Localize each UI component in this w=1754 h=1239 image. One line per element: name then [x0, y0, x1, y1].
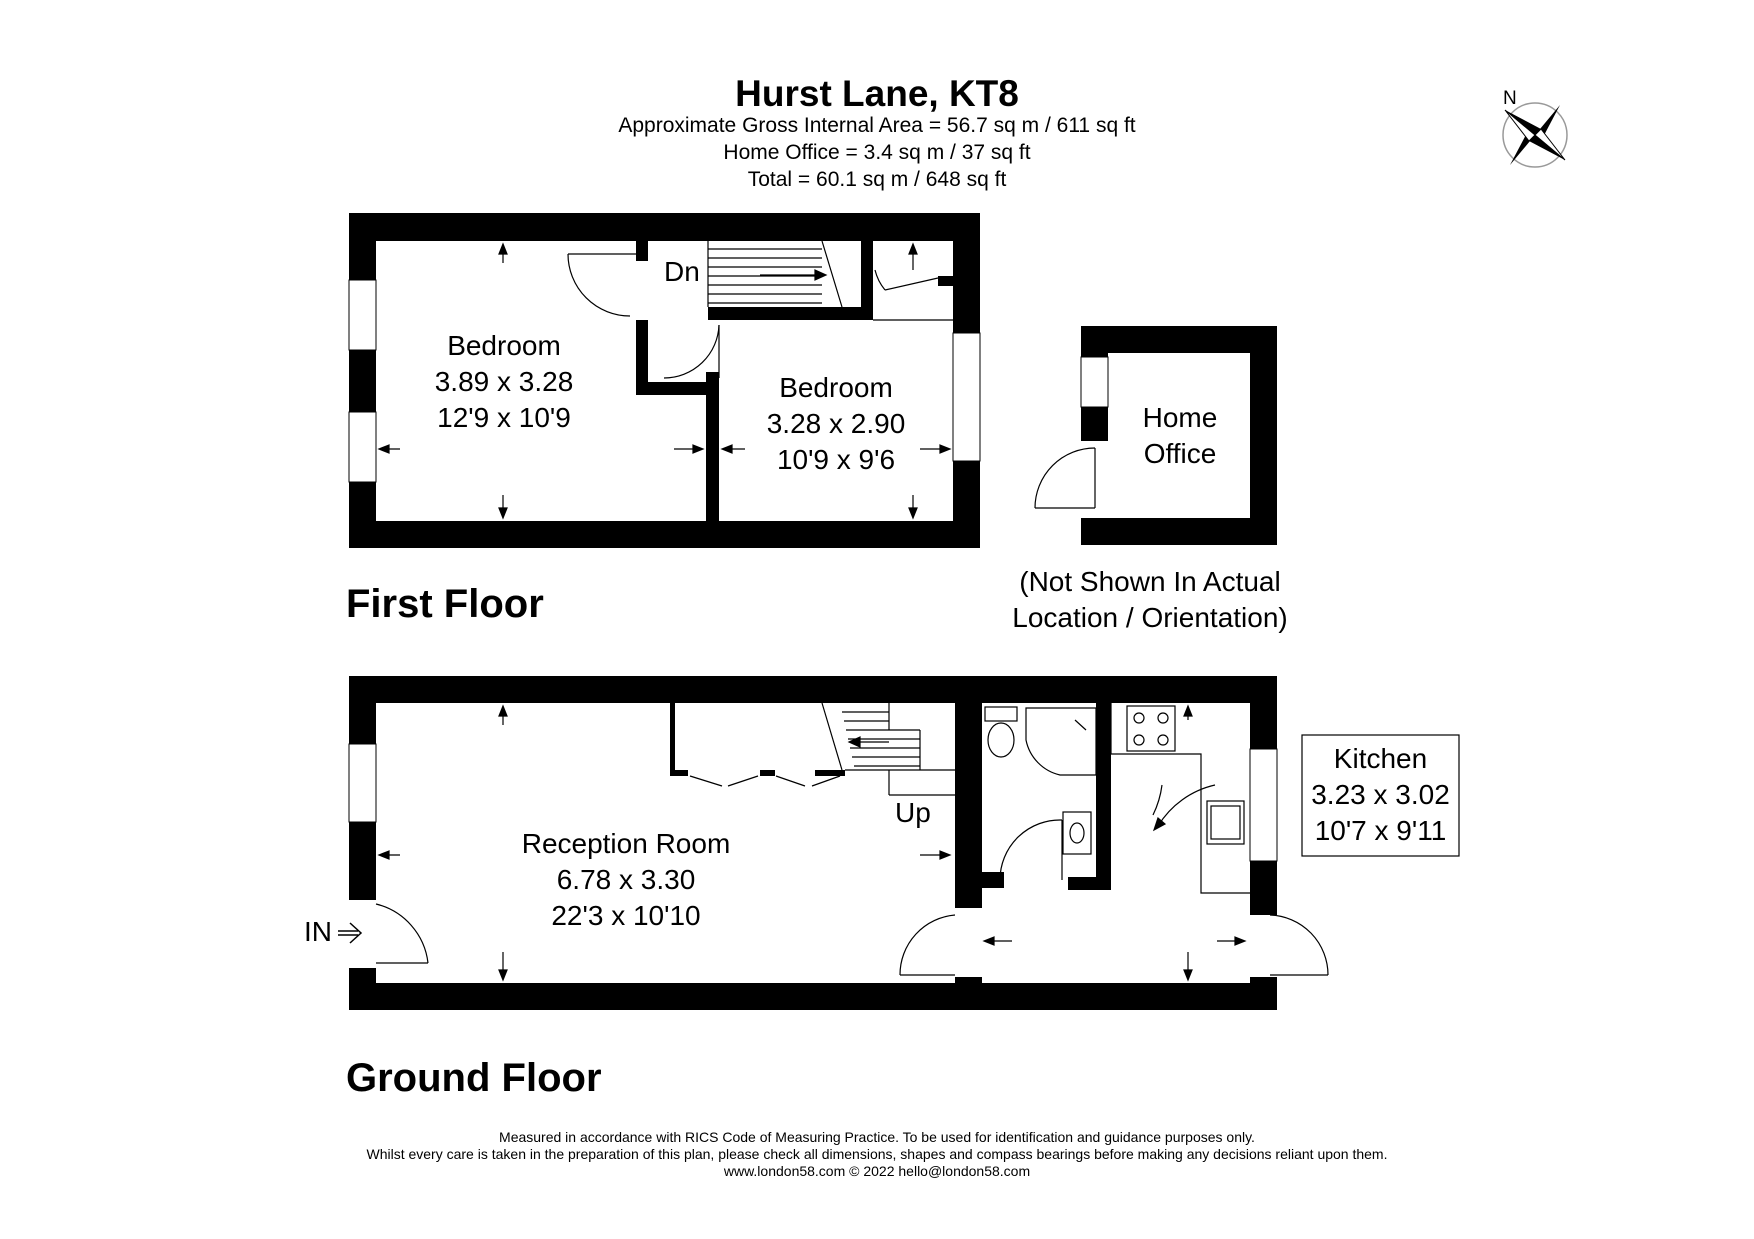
- bedroom2-metric: 3.28 x 2.90: [766, 408, 906, 439]
- kitchen-label: [1302, 741, 1459, 849]
- home-office-area-text: Home Office = 3.4 sq m / 37 sq ft: [723, 141, 1031, 164]
- footer-contact: www.london58.com © 2022 hello@london58.com: [723, 1163, 1031, 1179]
- cupboard-doors: [690, 776, 840, 786]
- ground-floor-stairs: [822, 703, 955, 795]
- bedroom2-name: Bedroom: [779, 372, 893, 403]
- kitchen-name: Kitchen: [1333, 743, 1428, 774]
- compass-north-label: N: [1503, 88, 1517, 109]
- bedroom1-name: Bedroom: [447, 330, 561, 361]
- first-floor-label: First Floor: [346, 582, 544, 626]
- kitchen-metric: 3.23 x 3.02: [1311, 779, 1450, 810]
- reception-room-label: [476, 826, 776, 934]
- entrance-label: IN: [304, 916, 332, 947]
- home-office-note-line2: Location / Orientation): [1012, 602, 1288, 633]
- compass-icon: [1503, 103, 1567, 167]
- home-office-note-line1: (Not Shown In Actual: [1019, 566, 1281, 597]
- bedroom2-label: [736, 370, 936, 478]
- plan-title: Hurst Lane, KT8: [735, 73, 1019, 114]
- gross-area-text: Approximate Gross Internal Area = 56.7 sq m / 611 sq ft: [618, 114, 1136, 137]
- home-office-name-line1: Home: [1142, 402, 1218, 433]
- home-office-label: [1110, 400, 1250, 472]
- reception-room-metric: 6.78 x 3.30: [556, 864, 696, 895]
- bathroom-fixtures: [985, 707, 1096, 854]
- total-area-text: Total = 60.1 sq m / 648 sq ft: [747, 168, 1007, 191]
- ground-floor-label: Ground Floor: [346, 1056, 602, 1100]
- home-office-name-line2: Office: [1143, 438, 1217, 469]
- first-floor-stairs-label: Dn: [664, 256, 700, 287]
- bedroom1-imperial: 12'9 x 10'9: [437, 402, 571, 433]
- footer-disclaimer-line1: Measured in accordance with RICS Code of Measuring Practice. To be used for identification and guidance purposes only.: [499, 1129, 1255, 1145]
- reception-room-name: Reception Room: [521, 828, 731, 859]
- kitchen-fixtures: [1111, 703, 1250, 893]
- bedroom1-metric: 3.89 x 3.28: [434, 366, 574, 397]
- bedroom2-imperial: 10'9 x 9'6: [776, 444, 896, 475]
- home-office-note: [1000, 564, 1300, 636]
- kitchen-imperial: 10'7 x 9'11: [1314, 815, 1447, 846]
- bedroom1-label: [404, 328, 604, 436]
- first-floor-stairs: [708, 241, 842, 307]
- ground-floor-stairs-label: Up: [895, 797, 931, 828]
- reception-room-imperial: 22'3 x 10'10: [551, 900, 701, 931]
- footer-disclaimer-line2: Whilst every care is taken in the preparation of this plan, please check all dimensions, shapes and compass bearings before making any decisions reliant upon them.: [366, 1146, 1388, 1162]
